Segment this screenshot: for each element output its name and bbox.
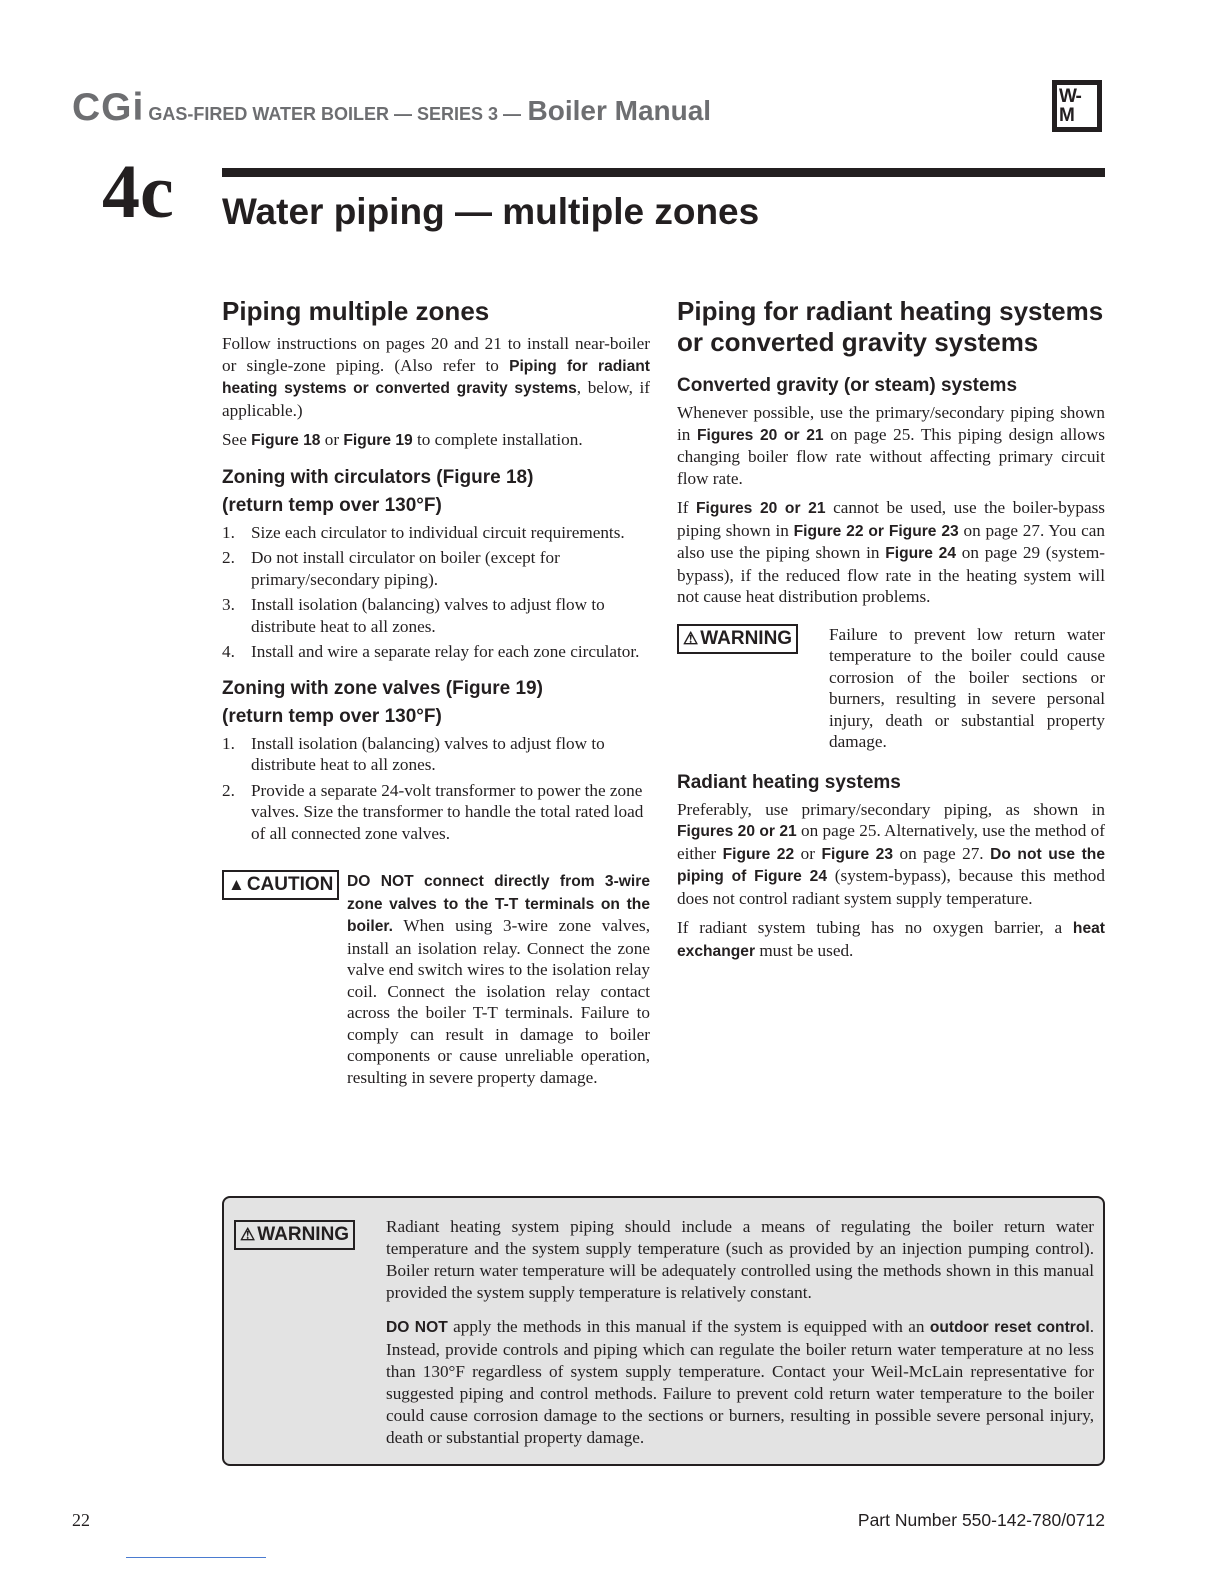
page-number: 22: [72, 1510, 90, 1530]
circulators-list: [222, 522, 650, 663]
warning-box-paragraph-2: DO NOT apply the methods in this manual if the system is equipped with an outdoor reset control. Instead, provide controls and piping which can regulate the boiler return water temperature at no less than 130°F regardless of system supply temperature. Contact your Weil-McLain representative for suggested piping and control methods. Failure to prevent cold return water temperature to the boiler could cause corrosion damage to the sections or burners, resulting in possible severe personal injury, death or substantial property damage.: [386, 1317, 1094, 1447]
warning-triangle-icon: ⚠: [683, 628, 699, 648]
zone-valves-list: [222, 733, 650, 845]
radiant-warning-box: [222, 1196, 1105, 1466]
section-number: 4c: [102, 150, 174, 234]
header-subtitle: GAS-FIRED WATER BOILER — SERIES 3 —: [148, 104, 522, 124]
right-column: [677, 296, 1105, 970]
warning-triangle-icon: ⚠: [240, 1225, 256, 1244]
caution-label: ▲ CAUTION: [222, 870, 339, 900]
caution-text: DO NOT connect directly from 3-wire zone valves to the T-T terminals on the boiler. When using 3-wire zone valves, install an isolation relay. Connect the zone valve end switch wires to the isolation relay coil. Connect the isolation relay contact across the boiler T-T terminals. Failure to comply can result in damage to boiler components or cause unreliable operation, resulting in severe property damage.: [347, 873, 650, 1087]
part-number: Part Number 550-142-780/0712: [857, 1510, 1105, 1530]
right-heading: Piping for radiant heating systems or converted gravity systems: [677, 296, 1104, 357]
left-intro-paragraph: Follow instructions on pages 20 and 21 to install near-boiler or single-zone piping. (Also refer to Piping for radiant heating systems or converted gravity systems, below, if applicable.): [222, 334, 650, 420]
radiant-paragraph-1: Preferably, use primary/secondary piping, as shown in Figures 20 or 21 on page 25. Alternatively, use the method of either Figure 22 or Figure 23 on page 27. Do not use the piping of Figure 24 (system-bypass), because this method does not control radiant system supply temperature.: [677, 799, 1106, 908]
left-see-figures: See Figure 18 or Figure 19 to complete installation.: [222, 430, 583, 449]
converted-paragraph-1: Whenever possible, use the primary/secondary piping shown in Figures 20 or 21 on page 25. This piping design allows changing boiler flow rate without affecting primary circuit flow rate.: [677, 403, 1105, 488]
header-manual: Boiler Manual: [527, 95, 712, 126]
left-column: [222, 296, 650, 1088]
section-title: Water piping — multiple zones: [222, 191, 760, 232]
list-item: 1. Size each circulator to individual circuit requirements.: [222, 522, 625, 542]
warning-notice: [677, 624, 1105, 753]
warning-triangle-icon: ▲: [228, 875, 245, 894]
warning-box-paragraph-1: Radiant heating system piping should include a means of regulating the boiler return water temperature and the system supply temperature (such as provided by an injection pumping control). Boiler return water temperature will be adequately controlled using the methods shown in this manual provided the system supply temperature is relatively constant.: [386, 1217, 1094, 1302]
divider: [126, 1557, 266, 1558]
running-header: [72, 86, 711, 130]
radiant-heating-heading: Radiant heating systems: [677, 771, 901, 793]
warning-label: ⚠ WARNING: [234, 1220, 355, 1250]
list-item: 4. Install and wire a separate relay for each zone circulator.: [222, 642, 640, 661]
warning-label: ⚠ WARNING: [677, 624, 798, 654]
left-heading: Piping multiple zones: [222, 296, 490, 326]
list-item: 2. Provide a separate 24-volt transformer to power the zone valves. Size the transformer to handle the total rated load of all connected zone valves.: [222, 780, 644, 843]
warning-box-text: [386, 1216, 1094, 1449]
zoning-circulators-heading: Zoning with circulators (Figure 18) (return temp over 130°F): [222, 466, 534, 516]
brand-name: CGi: [72, 86, 145, 129]
list-item: 3. Install isolation (balancing) valves to adjust flow to distribute heat to all zones.: [222, 595, 605, 636]
list-item: 1. Install isolation (balancing) valves to adjust flow to distribute heat to all zones.: [222, 733, 605, 774]
radiant-paragraph-2: If radiant system tubing has no oxygen barrier, a heat exchanger must be used.: [677, 918, 1105, 960]
zoning-valves-heading: Zoning with zone valves (Figure 19) (return temp over 130°F): [222, 677, 543, 727]
converted-paragraph-2: If Figures 20 or 21 cannot be used, use the boiler-bypass piping shown in Figure 22 or Figure 23 on page 27. You can also use the piping shown in Figure 24 on page 29 (system-bypass), if the reduced flow rate in the heating system will not cause heat distribution problems.: [677, 498, 1105, 606]
converted-gravity-heading: Converted gravity (or steam) systems: [677, 375, 1018, 396]
list-item: 2. Do not install circulator on boiler (except for primary/secondary piping).: [222, 548, 560, 589]
weil-mclain-logo: W-M: [1052, 80, 1102, 132]
section-rule: [222, 168, 1105, 177]
caution-notice: [222, 870, 650, 1088]
warning-text: Failure to prevent low return water temperature to the boiler could cause corrosion of the boiler sections or burners, resulting in severe personal injury, death or substantial property damage.: [829, 624, 1105, 751]
